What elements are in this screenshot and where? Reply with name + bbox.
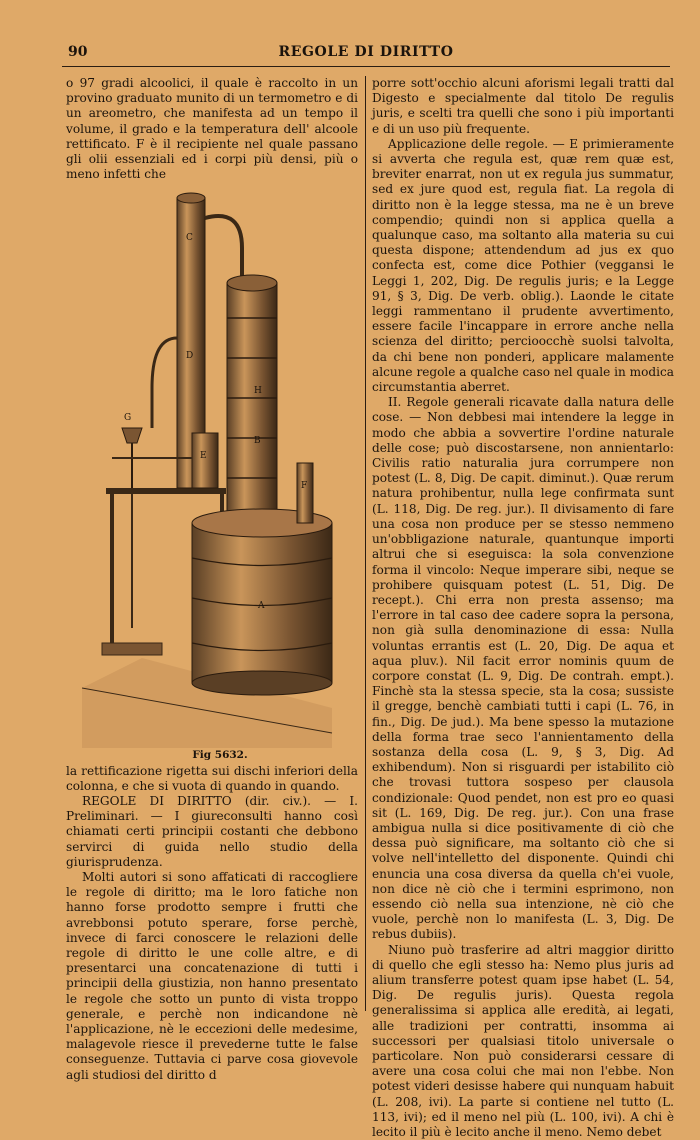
paragraph: Niuno può trasferire ad altri maggior diritto di quello che egli stesso ha: Nemo plus juris ad alium transferre potest quam ipse habet (L. 54, Dig. De regulis juris). Questa regola generalissima si applica alle eredità, ai legati, alle tradizioni per contratti, insomma ai successori per qualsiasi titolo universale o particolare. Non può considerarsi cessare di avere una cosa colui che mai non l'ebbe. Non potest videri desisse habere qui nunquam habuit (L. 208, ivi). La parte si contiene nel tutto (L. 113, ivi); ed il meno nel più (L. 100, ivi). A chi è lecito il più è lecito anche il meno. Nemo debet xyxy=(372,942,674,1140)
paragraph: o 97 gradi alcoolici, il quale è raccolto in un provino graduato munito di un termometro e di un areometro, che manifesta ad un tempo il volume, il grado e la temperatura dell' alcoole rettificato. F è il recipiente nel quale passano gli olii essenziali ed i corpi più densi, più o meno infetti che xyxy=(66,76,358,182)
column-divider xyxy=(365,76,366,1011)
entry-heading-paragraph: REGOLE DI DIRITTO (dir. civ.). — I. Preliminari. — I giureconsulti hanno così chiamati certi principii costanti che debbono servirci di guida nello studio della giurisprudenza. xyxy=(66,794,358,869)
svg-text:H: H xyxy=(254,386,262,397)
svg-text:B: B xyxy=(254,436,261,447)
running-header xyxy=(62,40,670,67)
svg-text:A: A xyxy=(258,601,265,612)
paragraph: Applicazione delle regole. — E primieramente si avverta che regula est, quæ rem quæ est, breviter enarrat, non ut ex regula jus summatur, sed ex jure quod est, regula fiat. La regola di diritto non è la legge stessa, ma ne è un breve compendio; quindi non si applica quella a qualunque caso, ma soltanto alla materia su cui questa dispone; attendendum ad jus ex quo confecta est, come dice Pothier (veggansi le Leggi 1, 202, Dig. De regulis juris; e la Legge 91, § 3, Dig. De verb. oblig.). Laonde le citate leggi rammentano il prudente avvertimento, essere facile l'incappare in errore anche nella scienza del diritto; percioocchè suolsi talvolta, da chi bene non ponderi, applicare malamente alcune regole a qualche caso nel quale in modica circumstantia aberret. xyxy=(372,136,674,395)
page-number: 90 xyxy=(68,44,88,60)
paragraph: II. Regole generali ricavate dalla natura delle cose. — Non debbesi mai intendere la legge in modo che abbia a sovvertire l'ordine naturale delle cose; può discostarsene, non annientarlo: Civilis ratio naturalia jura corrumpere non potest (L. 8, Dig. De capit. diminut.). Quæ rerum natura prohibentur, nulla lege confirmata sunt (L. 118, Dig. De reg. jur.). Il divisamento di fare una cosa non produce per se stesso nemmeno un'obbligazione naturale, quantunque importi altrui che si eseguisca: la sola convenzione forma il vincolo: Neque imperare sibi, neque se prohibere quisquam potest (L. 51, Dig. De recept.). Chi erra non presta assenso; ma l'errore in tal caso dee cadere sopra la persona, non già sulla denominazione di essa: Nulla voluntas errantis est (L. 20, Dig. De aqua et aqua pluv.). Nil facit error nominis quum de corpore constat (L. 9, Dig. De contrah. empt.). Finchè sta la stessa specie, sta la cosa; sussiste il gregge, benchè cambiati tutti i capi (L. 76, in fin., Dig. De jud.). Ma bene spesso la mutazione della forma trae seco l'annientamento della sostanza della cosa (L. 9, § 3, Dig. Ad exhibendum). Non si risguardi per istabilito ciò che trovasi tuttora sospeso per clausola condizionale: Quod pendet, non est pro eo quasi sit (L. 169, Dig. De reg. jur.). Con una frase ambigua nulla si dice positivamente di ciò che dessa può significare, ma soltanto ciò che si volve nell'intelletto del disponente. Quindi chi enuncia una cosa diversa da quella ch'ei vuole, non dice nè ciò che i termini esprimono, non essendo ciò nella sua intenzione, nè ciò che vuole, perchè non lo manifesta (L. 3, Dig. De rebus dubiis). xyxy=(372,395,674,942)
apparatus-engraving xyxy=(82,188,342,748)
running-title: REGOLE DI DIRITTO xyxy=(278,44,454,60)
svg-text:E: E xyxy=(200,451,207,462)
paragraph: la rettificazione rigetta sui dischi inferiori della colonna, e che si vuota di quando in quando. xyxy=(66,763,358,793)
paragraph: porre sott'occhio alcuni aforismi legali tratti dal Digesto e specialmente dal titolo De regulis juris, e scelti tra quelli che sono i più importanti e di un uso più frequente. xyxy=(372,76,674,136)
svg-text:G: G xyxy=(124,413,132,424)
distillation-apparatus-illustration xyxy=(82,188,342,748)
right-column xyxy=(372,76,674,1140)
svg-text:C: C xyxy=(186,233,193,244)
figure-caption: Fig 5632. xyxy=(192,749,248,762)
left-column xyxy=(66,76,358,1082)
paragraph: Molti autori si sono affaticati di raccogliere le regole di diritto; ma le loro fatiche non hanno forse prodotto sempre i frutti che avrebbonsi potuto sperare, forse perchè, invece di farci conoscere le relazioni delle regole di diritto le une colle altre, e di presentarci una concatenazione di tutti i principii della giustizia, non hanno presentato le regole che sotto un punto di vista troppo generale, e perchè non indicandone nè l'applicazione, nè le eccezioni delle medesime, malagevole riesce il prevederne tutte le false conseguenze. Tuttavia ci parve cosa giovevole agli studiosi del diritto d xyxy=(66,870,358,1082)
svg-text:D: D xyxy=(186,351,194,362)
svg-text:F: F xyxy=(301,481,308,492)
